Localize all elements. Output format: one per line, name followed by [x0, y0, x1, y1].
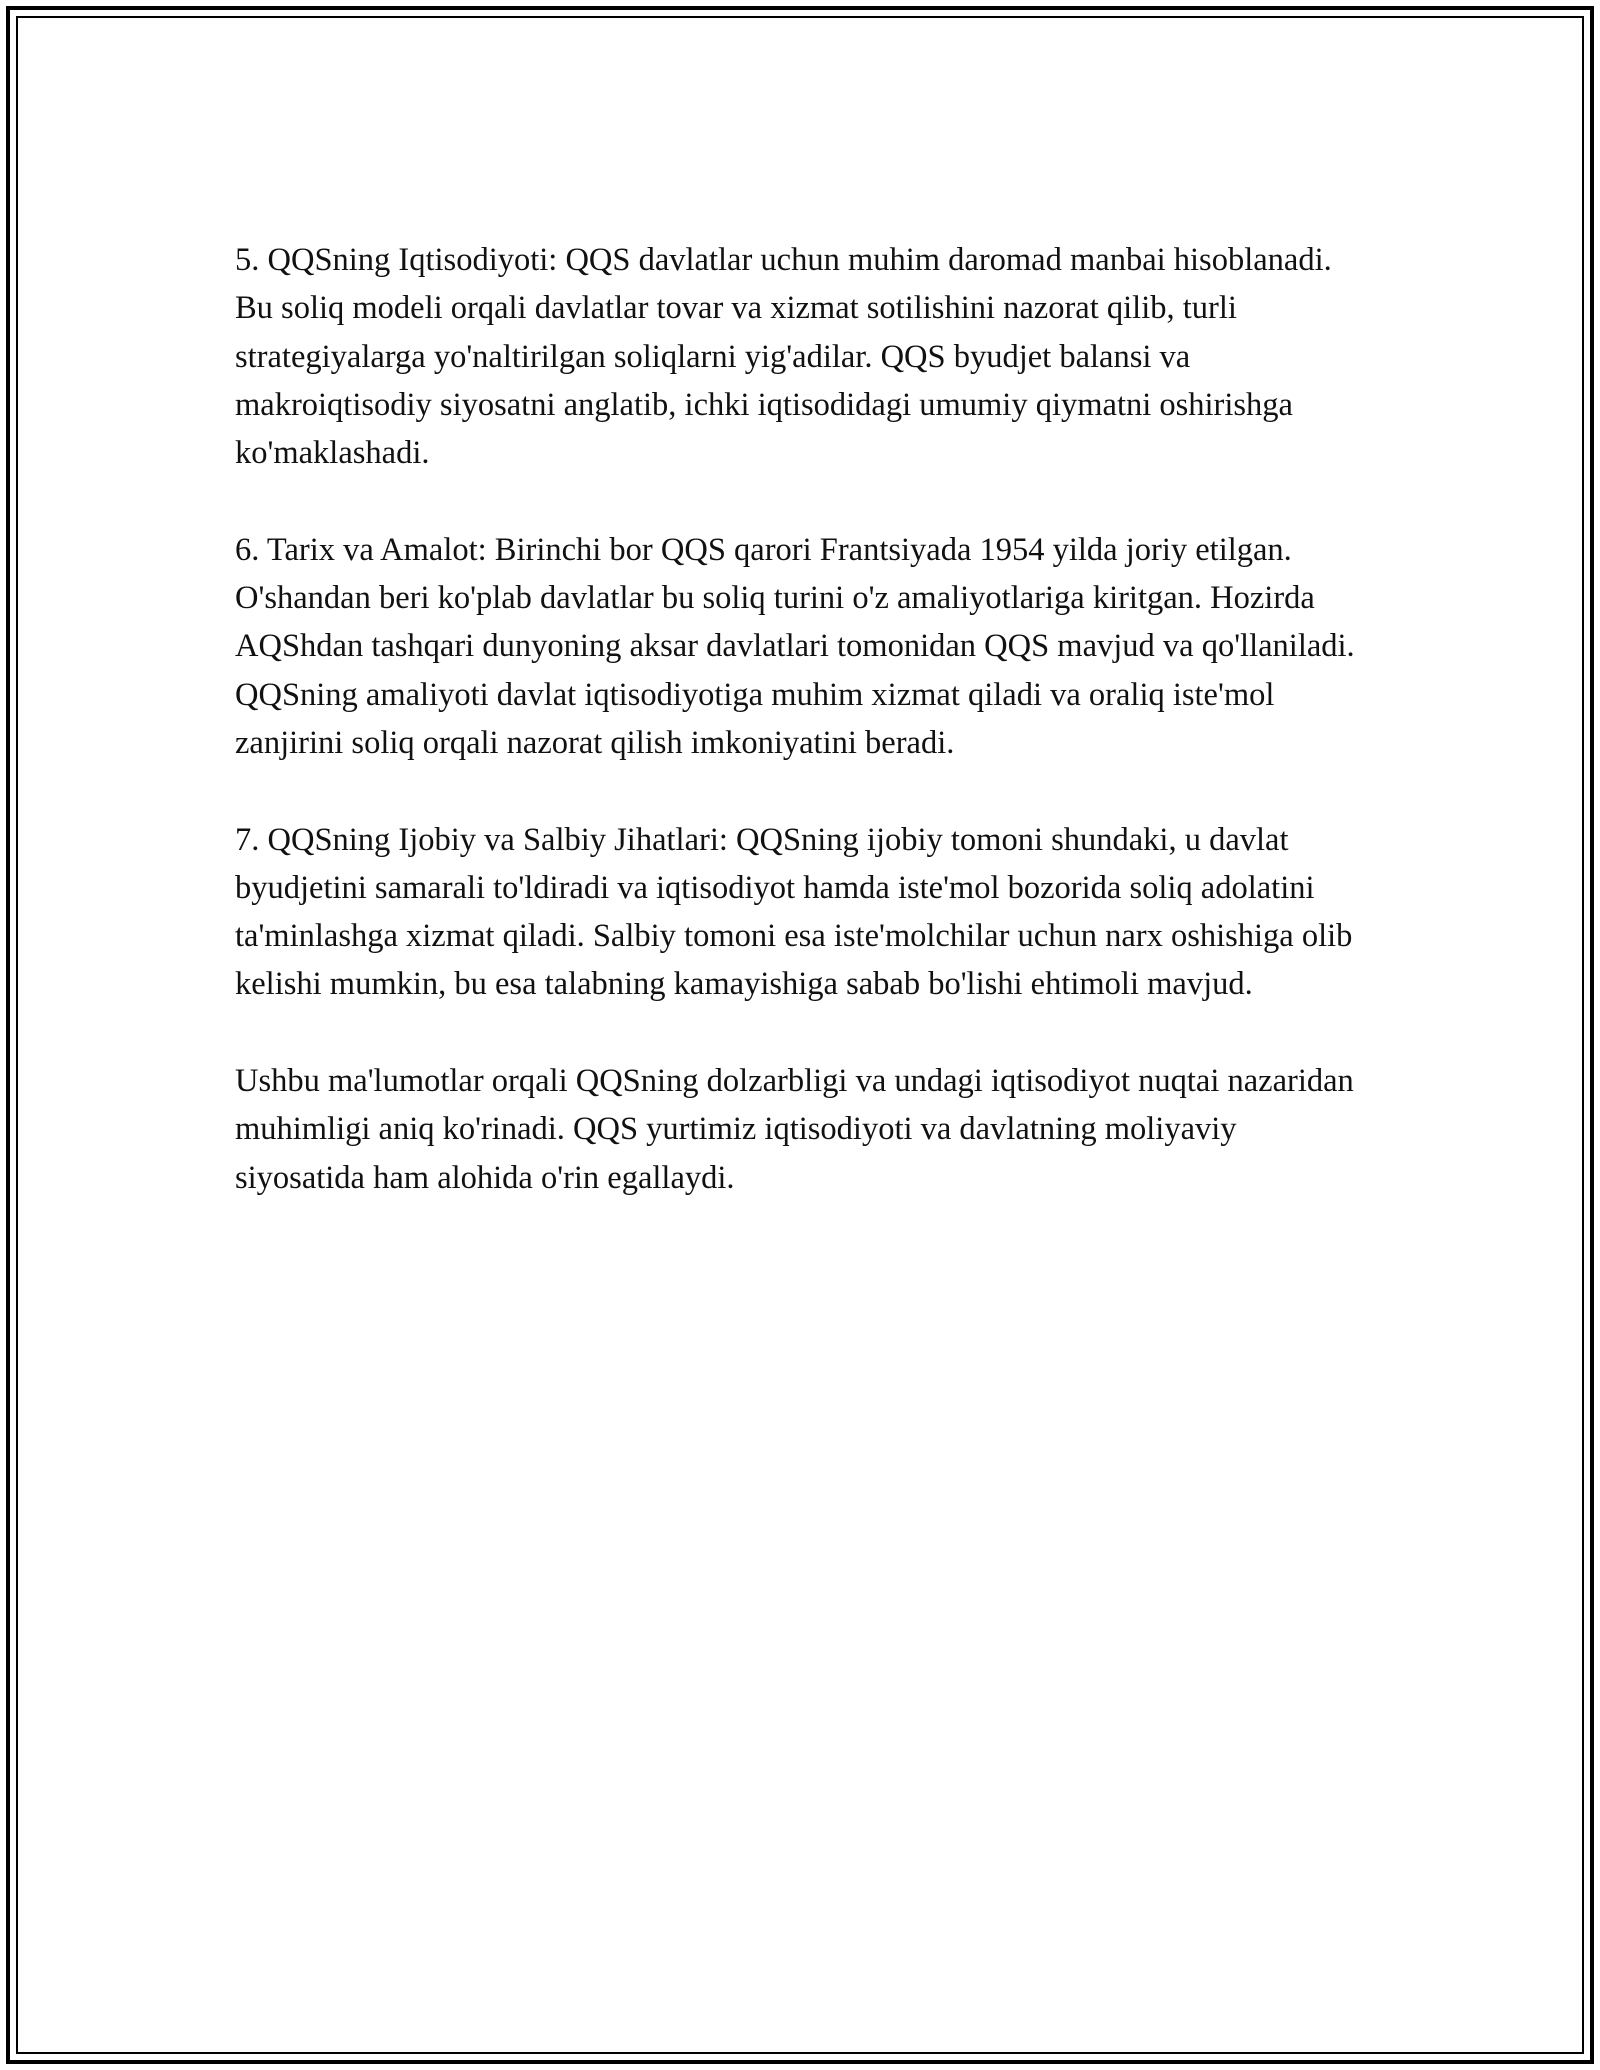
paragraph-vat-economy: 5. QQSning Iqtisodiyoti: QQS davlatlar uchun muhim daromad manbai hisoblanadi. Bu soliq modeli orqali davlatlar tovar va xizmat sotilishini nazorat qilib, turli strategiyalarga yo'naltirilgan soliqlarni yig'adilar. QQS byudjet balansi va makroiqtisodiy siyosatni anglatib, ichki iqtisodidagi umumiy qiymatni oshirishga ko'maklashadi.	[235, 242, 1332, 472]
document-body	[235, 236, 1365, 1250]
paragraph-history-practice: 6. Tarix va Amalot: Birinchi bor QQS qarori Frantsiyada 1954 yilda joriy etilgan. O'shandan beri ko'plab davlatlar bu soliq turini o'z amaliyotlariga kiritgan. Hozirda AQShdan tashqari dunyoning aksar davlatlari tomonidan QQS mavjud va qo'llaniladi. QQSning amaliyoti davlat iqtisodiyotiga muhim xizmat qiladi va oraliq iste'mol zanjirini soliq orqali nazorat qilish imkoniyatini beradi.	[235, 531, 1355, 761]
paragraph-conclusion: Ushbu ma'lumotlar orqali QQSning dolzarbligi va undagi iqtisodiyot nuqtai nazaridan muhimligi aniq ko'rinadi. QQS yurtimiz iqtisodiyoti va davlatning moliyaviy siyosatida ham alohida o'rin egallaydi.	[235, 1063, 1354, 1196]
paragraph-pros-cons: 7. QQSning Ijobiy va Salbiy Jihatlari: QQSning ijobiy tomoni shundaki, u davlat byudjetini samarali to'ldiradi va iqtisodiyot hamda iste'mol bozorida soliq adolatini ta'minlashga xizmat qiladi. Salbiy tomoni esa iste'molchilar uchun narx oshishiga olib kelishi mumkin, bu esa talabning kamayishiga sabab bo'lishi ehtimoli mavjud.	[235, 821, 1353, 1003]
